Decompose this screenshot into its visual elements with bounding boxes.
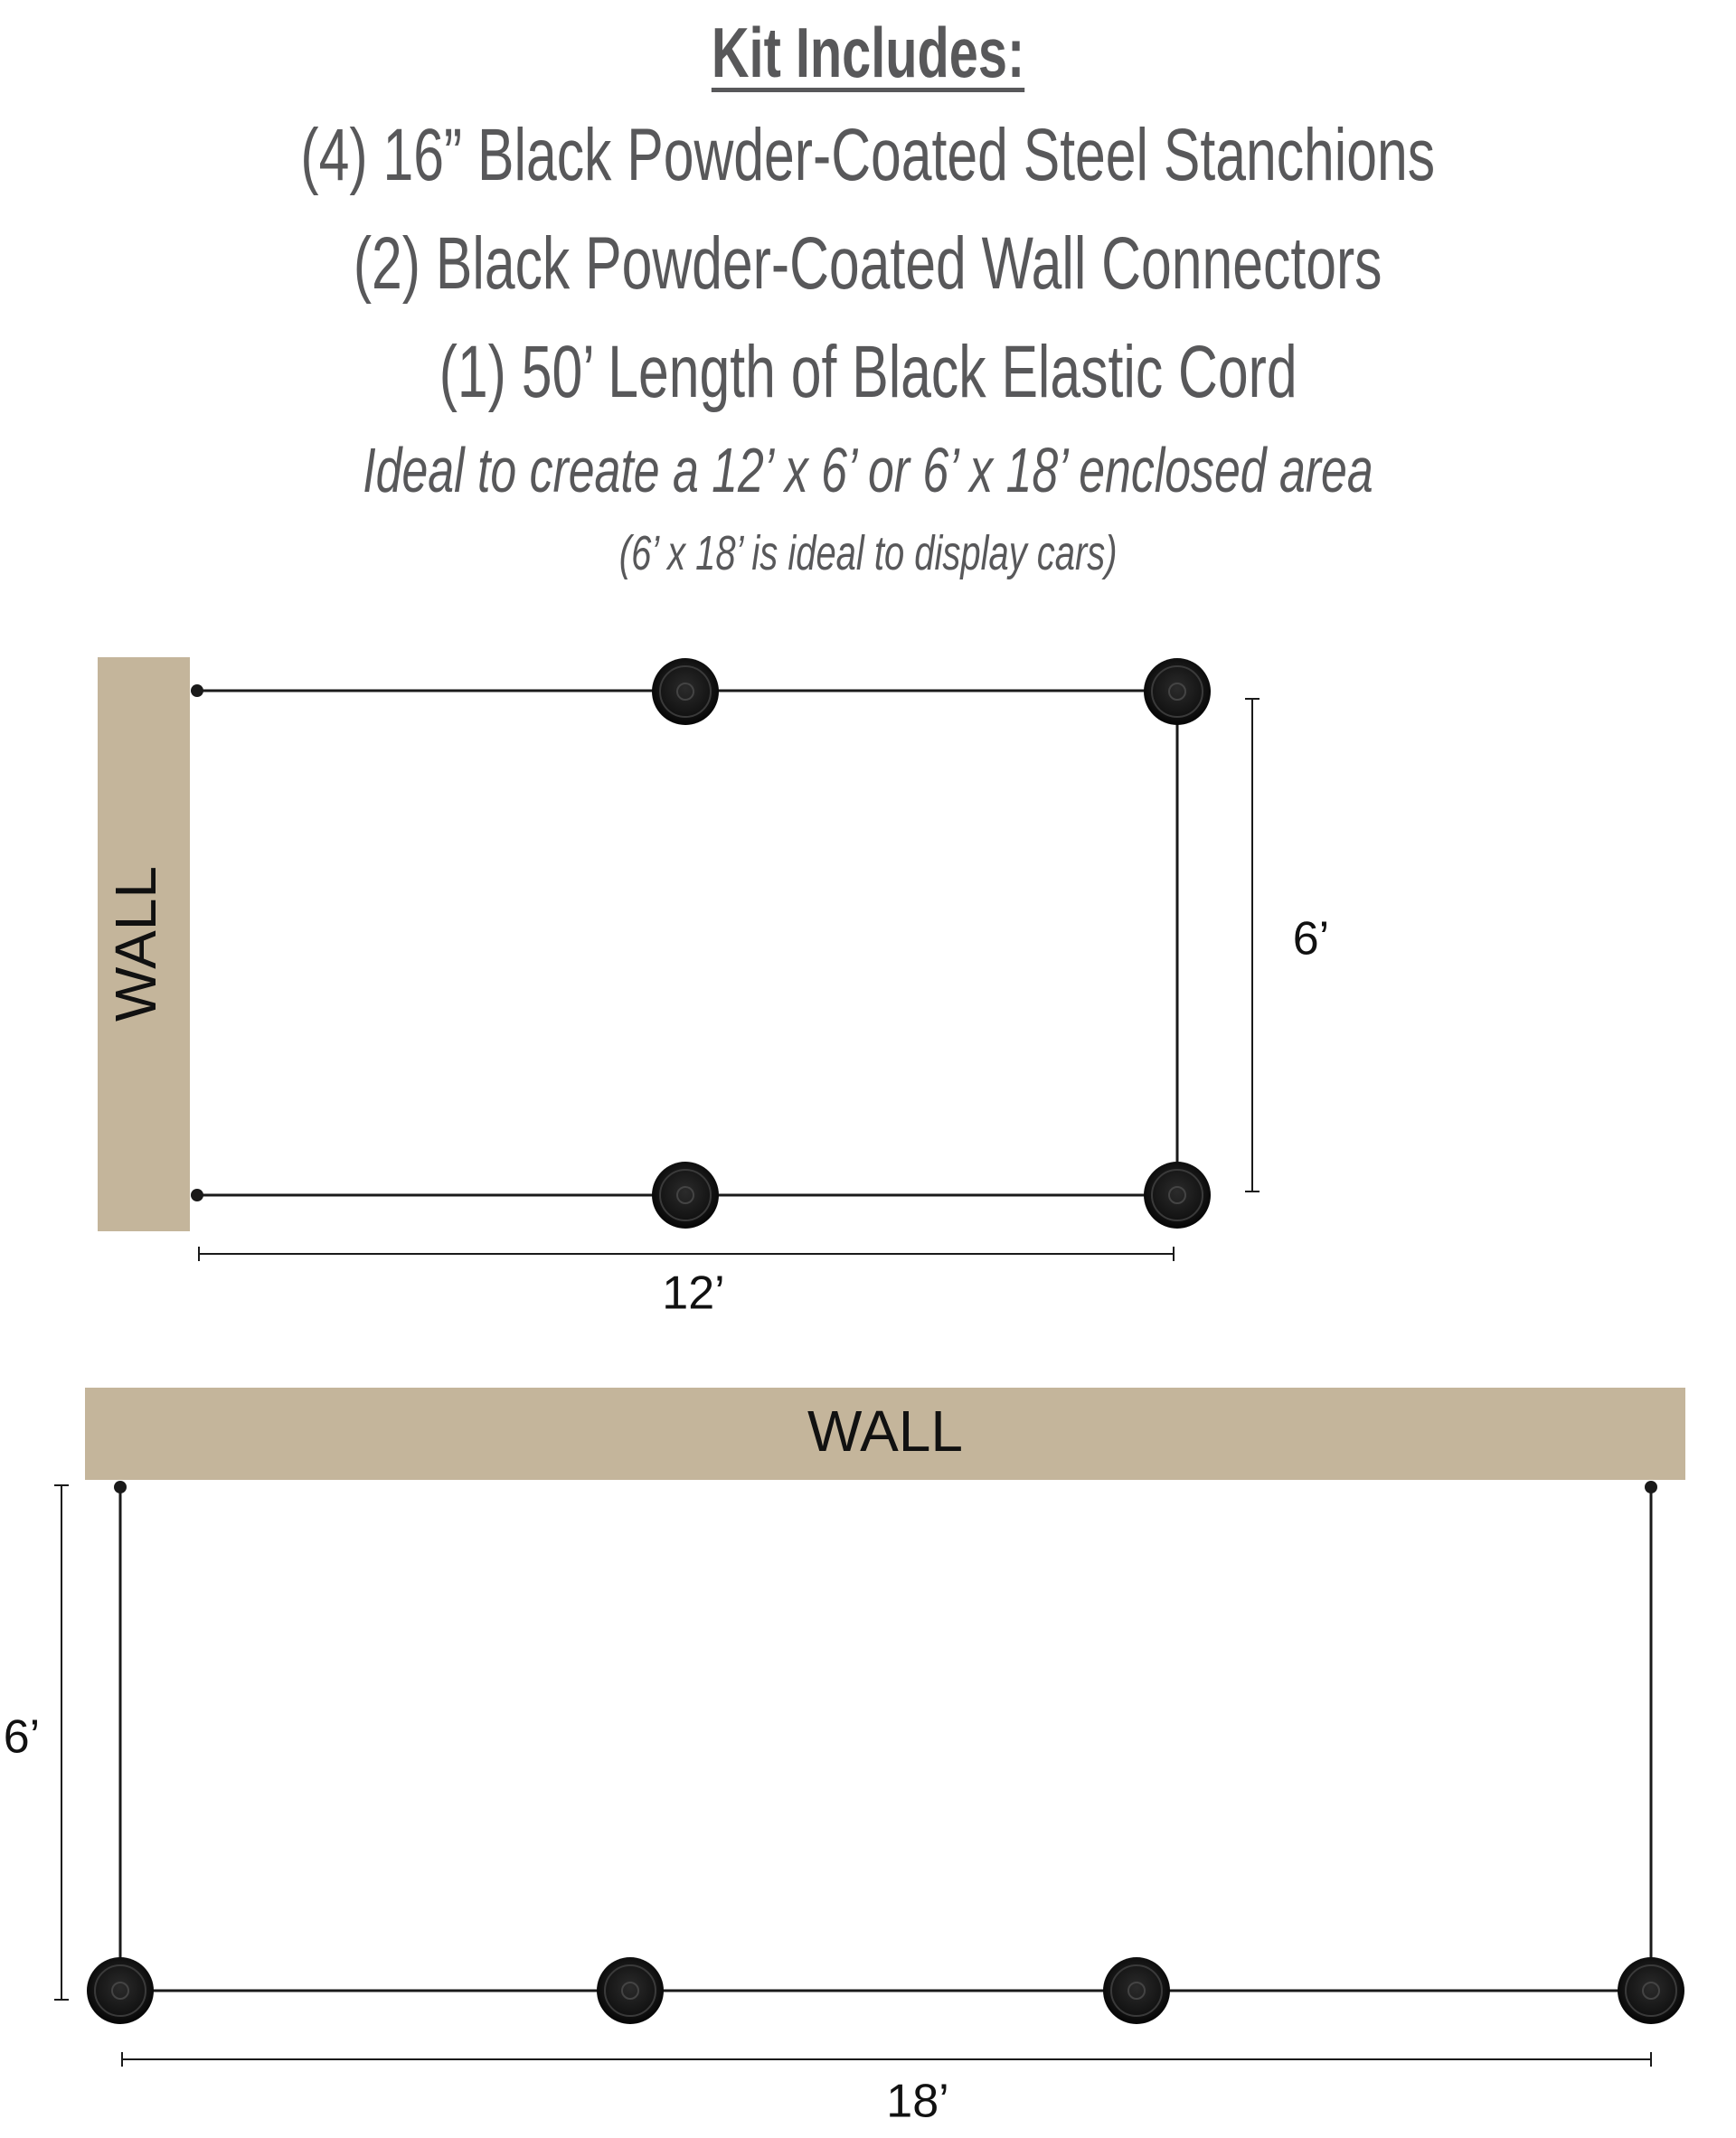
enclosure-note-text: Ideal to create a 12’ x 6’ or 6’ x 18’ enclosed area [363, 435, 1373, 505]
kit-item-stanchions-text: (4) 16” Black Powder-Coated Steel Stanchions [300, 114, 1436, 196]
wall-connector-a-bottom [191, 1189, 203, 1201]
enclosure-subnote-text: (6’ x 18’ is ideal to display cars) [618, 526, 1118, 580]
dimension-b-width [122, 2052, 1651, 2067]
wall-connector-a-top [191, 684, 203, 697]
dimension-b-depth [54, 1485, 69, 2000]
wall-a-label: WALL [102, 866, 168, 1022]
stanchion-b-4 [1618, 1957, 1684, 2024]
kit-item-elastic-cord-text: (1) 50’ Length of Black Elastic Cord [439, 331, 1297, 413]
dimension-b-depth-label: 6’ [3, 1710, 41, 1764]
stanchion-a-4 [1144, 1162, 1211, 1229]
stanchion-a-3 [652, 1162, 719, 1229]
wall-connector-b-right [1645, 1481, 1657, 1493]
dimension-a-depth-label: 6’ [1292, 912, 1330, 965]
kit-title-text: Kit Includes: [711, 13, 1025, 92]
dimension-a-width-label: 12’ [662, 1267, 725, 1320]
stanchion-a-1 [652, 658, 719, 725]
wall-b-label: WALL [807, 1398, 963, 1464]
stanchion-b-1 [87, 1957, 154, 2024]
stanchion-b-2 [597, 1957, 664, 2024]
stanchion-b-3 [1103, 1957, 1170, 2024]
wall-connector-b-left [114, 1481, 127, 1493]
dimension-a-depth [1245, 699, 1260, 1191]
layout-a [98, 657, 1329, 1320]
layout-b [4, 1388, 1685, 2128]
dimension-b-width-label: 18’ [886, 2075, 949, 2128]
dimension-a-width [199, 1247, 1174, 1261]
stanchion-a-2 [1144, 658, 1211, 725]
kit-item-wall-connectors-text: (2) Black Powder-Coated Wall Connectors [354, 222, 1382, 305]
